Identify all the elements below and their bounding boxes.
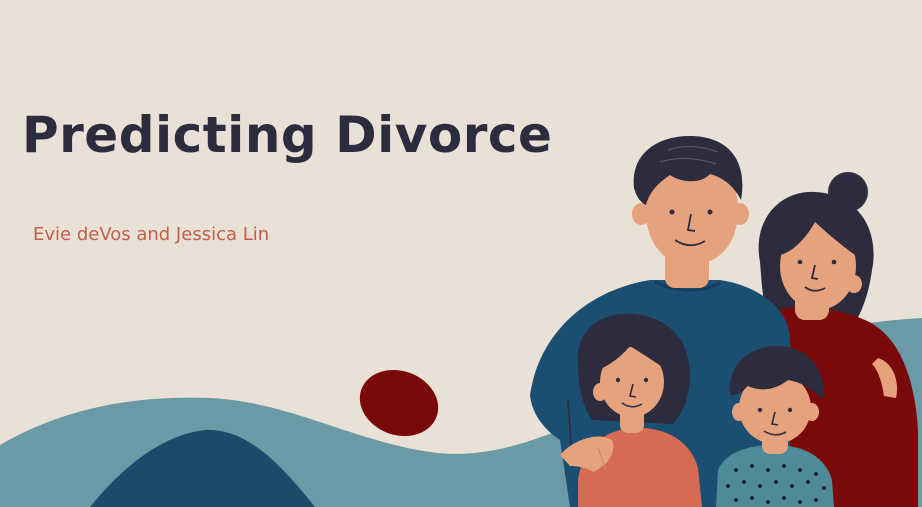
slide-title: Predicting Divorce [22,106,553,164]
family-illustration [530,136,918,507]
slide-subtitle-authors: Evie deVos and Jessica Lin [33,224,270,245]
red-blob [350,359,447,447]
